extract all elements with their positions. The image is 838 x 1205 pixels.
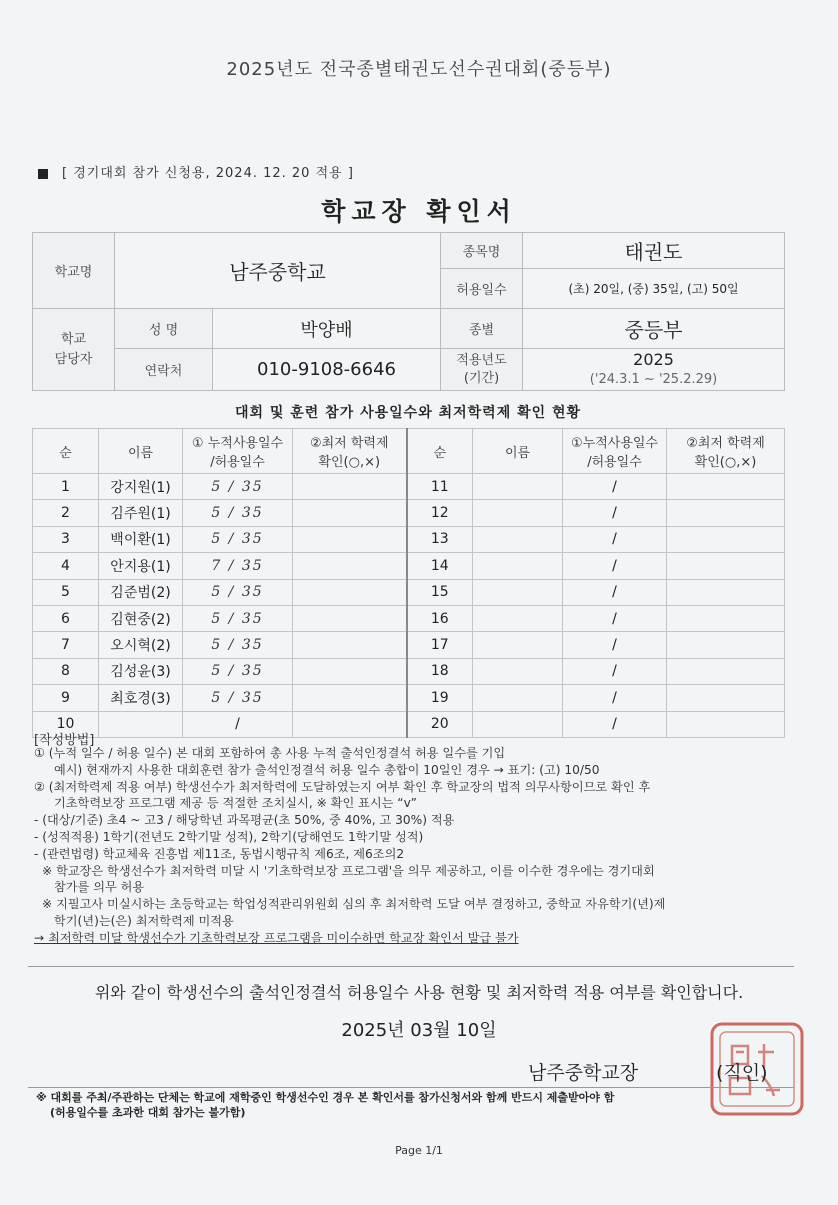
row-days: 5 / 35 xyxy=(183,632,293,658)
row-no: 10 xyxy=(33,711,99,737)
col-header-name-right: 이름 xyxy=(473,429,563,474)
row-days-right: / xyxy=(563,474,667,500)
row-days: 7 / 35 xyxy=(183,553,293,579)
row-min-right xyxy=(667,500,785,526)
row-days-right: / xyxy=(563,553,667,579)
row-min xyxy=(293,474,407,500)
row-no-right: 12 xyxy=(407,500,473,526)
row-no-right: 13 xyxy=(407,526,473,552)
divider xyxy=(28,1087,794,1088)
row-name: 김준범(2) xyxy=(99,579,183,605)
row-min-right xyxy=(667,553,785,579)
row-name: 강지원(1) xyxy=(99,474,183,500)
table-row xyxy=(33,685,785,711)
person-name-label: 성 명 xyxy=(115,309,213,349)
row-days: / xyxy=(183,711,293,737)
row-min-right xyxy=(667,605,785,631)
school-info-table xyxy=(32,232,785,391)
col-header-days-2: /허용일수 xyxy=(210,455,265,470)
row-min xyxy=(293,553,407,579)
method-line: ① (누적 일수 / 허용 일수) 본 대회 포함하여 총 사용 누적 출석인정결석 허용 일수를 기입 xyxy=(34,746,506,760)
sport-value: 태권도 xyxy=(523,233,785,269)
row-min xyxy=(293,526,407,552)
page-number: Page 1/1 xyxy=(395,1144,443,1157)
manager-label: 학교 담당자 xyxy=(33,309,115,391)
row-name: 김성윤(3) xyxy=(99,658,183,684)
method-line: ※ 학교장은 학생선수가 최저학력 미달 시 '기초학력보장 프로그램'을 의무 제공하고, 이를 이수한 경우에는 경기대회 xyxy=(42,863,655,878)
table-row xyxy=(33,500,785,526)
col-header-min-right-1: ②최저 학력제 xyxy=(686,436,765,451)
row-name-right xyxy=(473,526,563,552)
row-no: 6 xyxy=(33,605,99,631)
row-days-right: / xyxy=(563,658,667,684)
row-no: 4 xyxy=(33,553,99,579)
person-name-value: 박양배 xyxy=(213,309,441,349)
row-name-right xyxy=(473,500,563,526)
row-no: 3 xyxy=(33,526,99,552)
row-min xyxy=(293,711,407,737)
row-no: 2 xyxy=(33,500,99,526)
row-min xyxy=(293,500,407,526)
row-min xyxy=(293,658,407,684)
row-name-right xyxy=(473,685,563,711)
row-name: 오시혁(2) xyxy=(99,632,183,658)
method-line: 학기(년)는(은) 최저학력제 미적용 xyxy=(54,913,234,928)
method-line: 참가를 의무 허용 xyxy=(54,880,145,895)
athlete-table xyxy=(32,428,785,738)
col-header-min-right xyxy=(667,429,785,474)
school-name-label: 학교명 xyxy=(33,233,115,309)
row-no: 1 xyxy=(33,474,99,500)
col-header-min-2: 확인(○,×) xyxy=(318,455,381,470)
section-title: 대회 및 훈련 참가 사용일수와 최저학력제 확인 현황 xyxy=(234,405,582,421)
method-line: - (대상/기준) 초4 ~ 고3 / 해당학년 과목평균(초 50%, 중 40%, 고 30%) 적용 xyxy=(34,813,455,828)
row-name: 최호경(3) xyxy=(99,685,183,711)
row-no-right: 14 xyxy=(407,553,473,579)
issue-date: 2025년 03월 10일 xyxy=(341,1020,497,1041)
row-days: 5 / 35 xyxy=(183,474,293,500)
row-name-right xyxy=(473,711,563,737)
row-name-right xyxy=(473,474,563,500)
footnote-line: (허용일수를 초과한 대회 참가는 불가함) xyxy=(50,1106,246,1119)
row-days: 5 / 35 xyxy=(183,658,293,684)
table-row xyxy=(33,711,785,737)
row-days: 5 / 35 xyxy=(183,579,293,605)
year-value-cell xyxy=(523,349,785,391)
confirm-statement: 위와 같이 학생선수의 출석인정결석 허용일수 사용 현황 및 최저학력 적용 여부를 확인합니다. xyxy=(94,983,744,1002)
row-no-right: 18 xyxy=(407,658,473,684)
row-no: 7 xyxy=(33,632,99,658)
year-period: ('24.3.1 ~ '25.2.29) xyxy=(589,371,718,387)
row-days-right: / xyxy=(563,711,667,737)
row-name: 김주원(1) xyxy=(99,500,183,526)
col-header-no-right: 순 xyxy=(407,429,473,474)
col-header-days-right-2: /허용일수 xyxy=(587,455,642,470)
row-name: 백이환(1) xyxy=(99,526,183,552)
row-name-right xyxy=(473,579,563,605)
method-line: - (관련법령) 학교체육 진흥법 제11조, 동법시행규칙 제6조, 제6조의2 xyxy=(34,846,405,861)
row-days-right: / xyxy=(563,579,667,605)
school-name-value: 남주중학교 xyxy=(115,233,441,309)
sport-label: 종목명 xyxy=(441,233,523,269)
row-days-right: / xyxy=(563,632,667,658)
row-no: 5 xyxy=(33,579,99,605)
usage-note xyxy=(38,162,354,181)
row-days-right: / xyxy=(563,500,667,526)
col-header-min-1: ②최저 학력제 xyxy=(309,436,389,451)
row-name-right xyxy=(473,632,563,658)
table-row xyxy=(33,632,785,658)
method-line: 예시) 현재까지 사용한 대회훈련 참가 출석인정결석 허용 일수 총합이 10일인 경우 → 표기: (고) 10/50 xyxy=(54,762,600,777)
row-min-right xyxy=(667,658,785,684)
year-value: 2025 xyxy=(633,349,674,369)
footnote-line: ※ 대회를 주최/주관하는 단체는 학교에 재학중인 학생선수인 경우 본 확인서를 참가신청서와 함께 반드시 제출받아야 함 xyxy=(36,1091,615,1104)
row-min-right xyxy=(667,526,785,552)
table-row xyxy=(33,605,785,631)
usage-note-text: [ 경기대회 참가 신청용, 2024. 12. 20 적용 ] xyxy=(62,166,354,181)
row-no: 8 xyxy=(33,658,99,684)
col-header-min xyxy=(293,429,407,474)
row-name-right xyxy=(473,605,563,631)
row-min-right xyxy=(667,632,785,658)
row-days-right: / xyxy=(563,685,667,711)
method-line: → 최저학력 미달 학생선수가 기초학력보장 프로그램을 미이수하면 학교장 확인서 발급 불가 xyxy=(34,930,519,945)
method-section xyxy=(34,745,794,947)
col-header-name: 이름 xyxy=(99,429,183,474)
row-name-right xyxy=(473,658,563,684)
col-header-days-right-1: ①누적사용일수 xyxy=(570,436,658,451)
table-row xyxy=(33,658,785,684)
row-no-right: 11 xyxy=(407,474,473,500)
principal-name: 남주중학교장 xyxy=(528,1062,639,1084)
row-min xyxy=(293,579,407,605)
table-row xyxy=(33,579,785,605)
method-line: 기초학력보장 프로그램 제공 등 적절한 조치실시, ※ 확인 표시는 “v” xyxy=(54,796,417,811)
method-line: ② (최저학력제 적용 여부) 학생선수가 최저학력에 도달하였는지 여부 확인 후 학교장의 법적 의무사항이므로 확인 후 xyxy=(34,779,651,794)
row-min xyxy=(293,685,407,711)
row-min-right xyxy=(667,711,785,737)
document-title: 학교장 확인서 xyxy=(321,197,517,226)
square-bullet-icon xyxy=(38,169,48,179)
table-row xyxy=(33,474,785,500)
row-days: 5 / 35 xyxy=(183,526,293,552)
allowed-days-value: (초) 20일, (중) 35일, (고) 50일 xyxy=(523,269,785,309)
table-row xyxy=(33,553,785,579)
footnote xyxy=(36,1090,806,1120)
row-no-right: 19 xyxy=(407,685,473,711)
method-line: ※ 지필고사 미실시하는 초등학교는 학업성적관리위원회 심의 후 최저학력 도달 여부 결정하고, 중학교 자유학기(년)제 xyxy=(42,897,666,912)
row-min-right xyxy=(667,474,785,500)
table-header-row xyxy=(33,429,785,474)
row-name: 안지용(1) xyxy=(99,553,183,579)
row-min-right xyxy=(667,685,785,711)
row-days-right: / xyxy=(563,605,667,631)
row-name xyxy=(99,711,183,737)
row-min xyxy=(293,605,407,631)
year-label xyxy=(441,349,523,391)
col-header-no: 순 xyxy=(33,429,99,474)
table-row xyxy=(33,526,785,552)
allowed-days-label: 허용일수 xyxy=(441,269,523,309)
divider xyxy=(28,966,794,967)
row-days: 5 / 35 xyxy=(183,605,293,631)
row-days: 5 / 35 xyxy=(183,500,293,526)
method-line: - (성적적용) 1학기(전년도 2학기말 성적), 2학기(당해연도 1학기말 성적) xyxy=(34,829,424,844)
row-name-right xyxy=(473,553,563,579)
year-label-text: 적용년도 xyxy=(456,352,507,368)
row-no-right: 16 xyxy=(407,605,473,631)
row-days: 5 / 35 xyxy=(183,685,293,711)
row-no-right: 15 xyxy=(407,579,473,605)
division-value: 중등부 xyxy=(523,309,785,349)
row-min xyxy=(293,632,407,658)
col-header-days-1: ① 누적사용일수 xyxy=(191,436,284,451)
row-name: 김현중(2) xyxy=(99,605,183,631)
col-header-min-right-2: 확인(○,×) xyxy=(694,455,757,470)
col-header-days-right xyxy=(563,429,667,474)
row-no-right: 17 xyxy=(407,632,473,658)
row-days-right: / xyxy=(563,526,667,552)
contact-label: 연락처 xyxy=(115,349,213,391)
row-no: 9 xyxy=(33,685,99,711)
col-header-days xyxy=(183,429,293,474)
seal-label: (직인) xyxy=(716,1062,768,1084)
document-top-title: 2025년도 전국종별태권도선수권대회(중등부) xyxy=(226,59,612,80)
division-label: 종별 xyxy=(441,309,523,349)
method-heading: [작성방법] xyxy=(34,733,95,748)
contact-value: 010-9108-6646 xyxy=(213,349,441,391)
year-label-period: (기간) xyxy=(463,370,500,386)
row-no-right: 20 xyxy=(407,711,473,737)
row-min-right xyxy=(667,579,785,605)
